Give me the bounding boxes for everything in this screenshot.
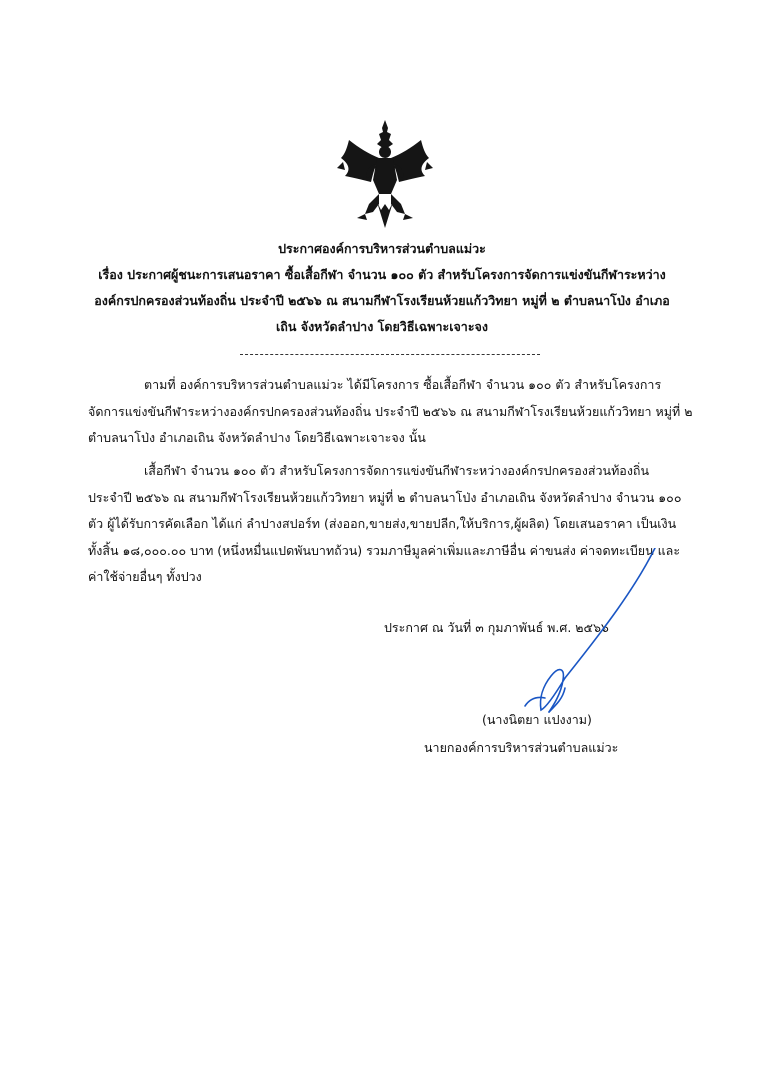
paragraph-line: ตามที่ องค์การบริหารส่วนตำบลแม่วะ ได้มีโครงการ ซื้อเสื้อกีฬา จำนวน ๑๐๐ ตัว สำหรับโครงการ xyxy=(144,377,662,392)
paragraph-line: ประจำปี ๒๕๖๖ ณ สนามกีฬาโรงเรียนห้วยแก้ววิทยา หมู่ที่ ๒ ตำบลนาโป่ง อำเภอเถิน จังหวัดลำปาง จำนวน ๑๐๐ xyxy=(88,489,682,505)
paragraph-line: จัดการแข่งขันกีฬาระหว่างองค์กรปกครองส่วนท้องถิ่น ประจำปี ๒๕๖๖ ณ สนามกีฬาโรงเรียนห้วยแก้ววิทยา หมู่ที่ ๒ xyxy=(88,403,693,419)
paragraph-line: เสื้อกีฬา จำนวน ๑๐๐ ตัว สำหรับโครงการจัดการแข่งขันกีฬาระหว่างองค์กรปกครองส่วนท้องถิ่น xyxy=(144,463,650,478)
signer-name: (นางนิตยา แปงงาม) xyxy=(482,712,592,727)
signer-position: นายกองค์การบริหารส่วนตำบลแม่วะ xyxy=(424,740,619,755)
title-line: เถิน จังหวัดลำปาง โดยวิธีเฉพาะเจาะจง xyxy=(276,319,488,334)
paragraph-line: ค่าใช้จ่ายอื่นๆ ทั้งปวง xyxy=(88,569,202,584)
garuda-emblem-icon xyxy=(335,118,435,230)
handwritten-signature-icon xyxy=(505,548,675,718)
document-title xyxy=(60,236,704,340)
title-line: เรื่อง ประกาศผู้ชนะการเสนอราคา ซื้อเสื้อกีฬา จำนวน ๑๐๐ ตัว สำหรับโครงการจัดการแข่งขันกีฬาระหว่าง xyxy=(98,267,666,282)
title-line: องค์กรปกครองส่วนท้องถิ่น ประจำปี ๒๕๖๖ ณ สนามกีฬาโรงเรียนห้วยแก้ววิทยา หมู่ที่ ๒ ตำบลนาโป่ง อำเภอ xyxy=(94,293,670,308)
paragraph-line: ทั้งสิ้น ๑๘,๐๐๐.๐๐ บาท (หนึ่งหมื่นแปดพันบาทถ้วน) รวมภาษีมูลค่าเพิ่มและภาษีอื่น ค่าขนส่ง ค่าจดทะเบียน และ xyxy=(88,542,681,558)
paragraph-line: ตำบลนาโป่ง อำเภอเถิน จังหวัดลำปาง โดยวิธีเฉพาะเจาะจง นั้น xyxy=(88,430,426,445)
title-line: ประกาศองค์การบริหารส่วนตำบลแม่วะ xyxy=(278,241,486,256)
paragraph-1 xyxy=(88,372,693,452)
paragraph-line: ตัว ผู้ได้รับการคัดเลือก ได้แก่ ลำปางสปอร์ท (ส่งออก,ขายส่ง,ขายปลีก,ให้บริการ,ผู้ผลิต) โดยเสนอราคา เป็นเงิน xyxy=(88,516,677,531)
divider xyxy=(240,354,540,355)
announcement-date: ประกาศ ณ วันที่ ๓ กุมภาพันธ์ พ.ศ. ๒๕๖๖ xyxy=(384,620,609,635)
